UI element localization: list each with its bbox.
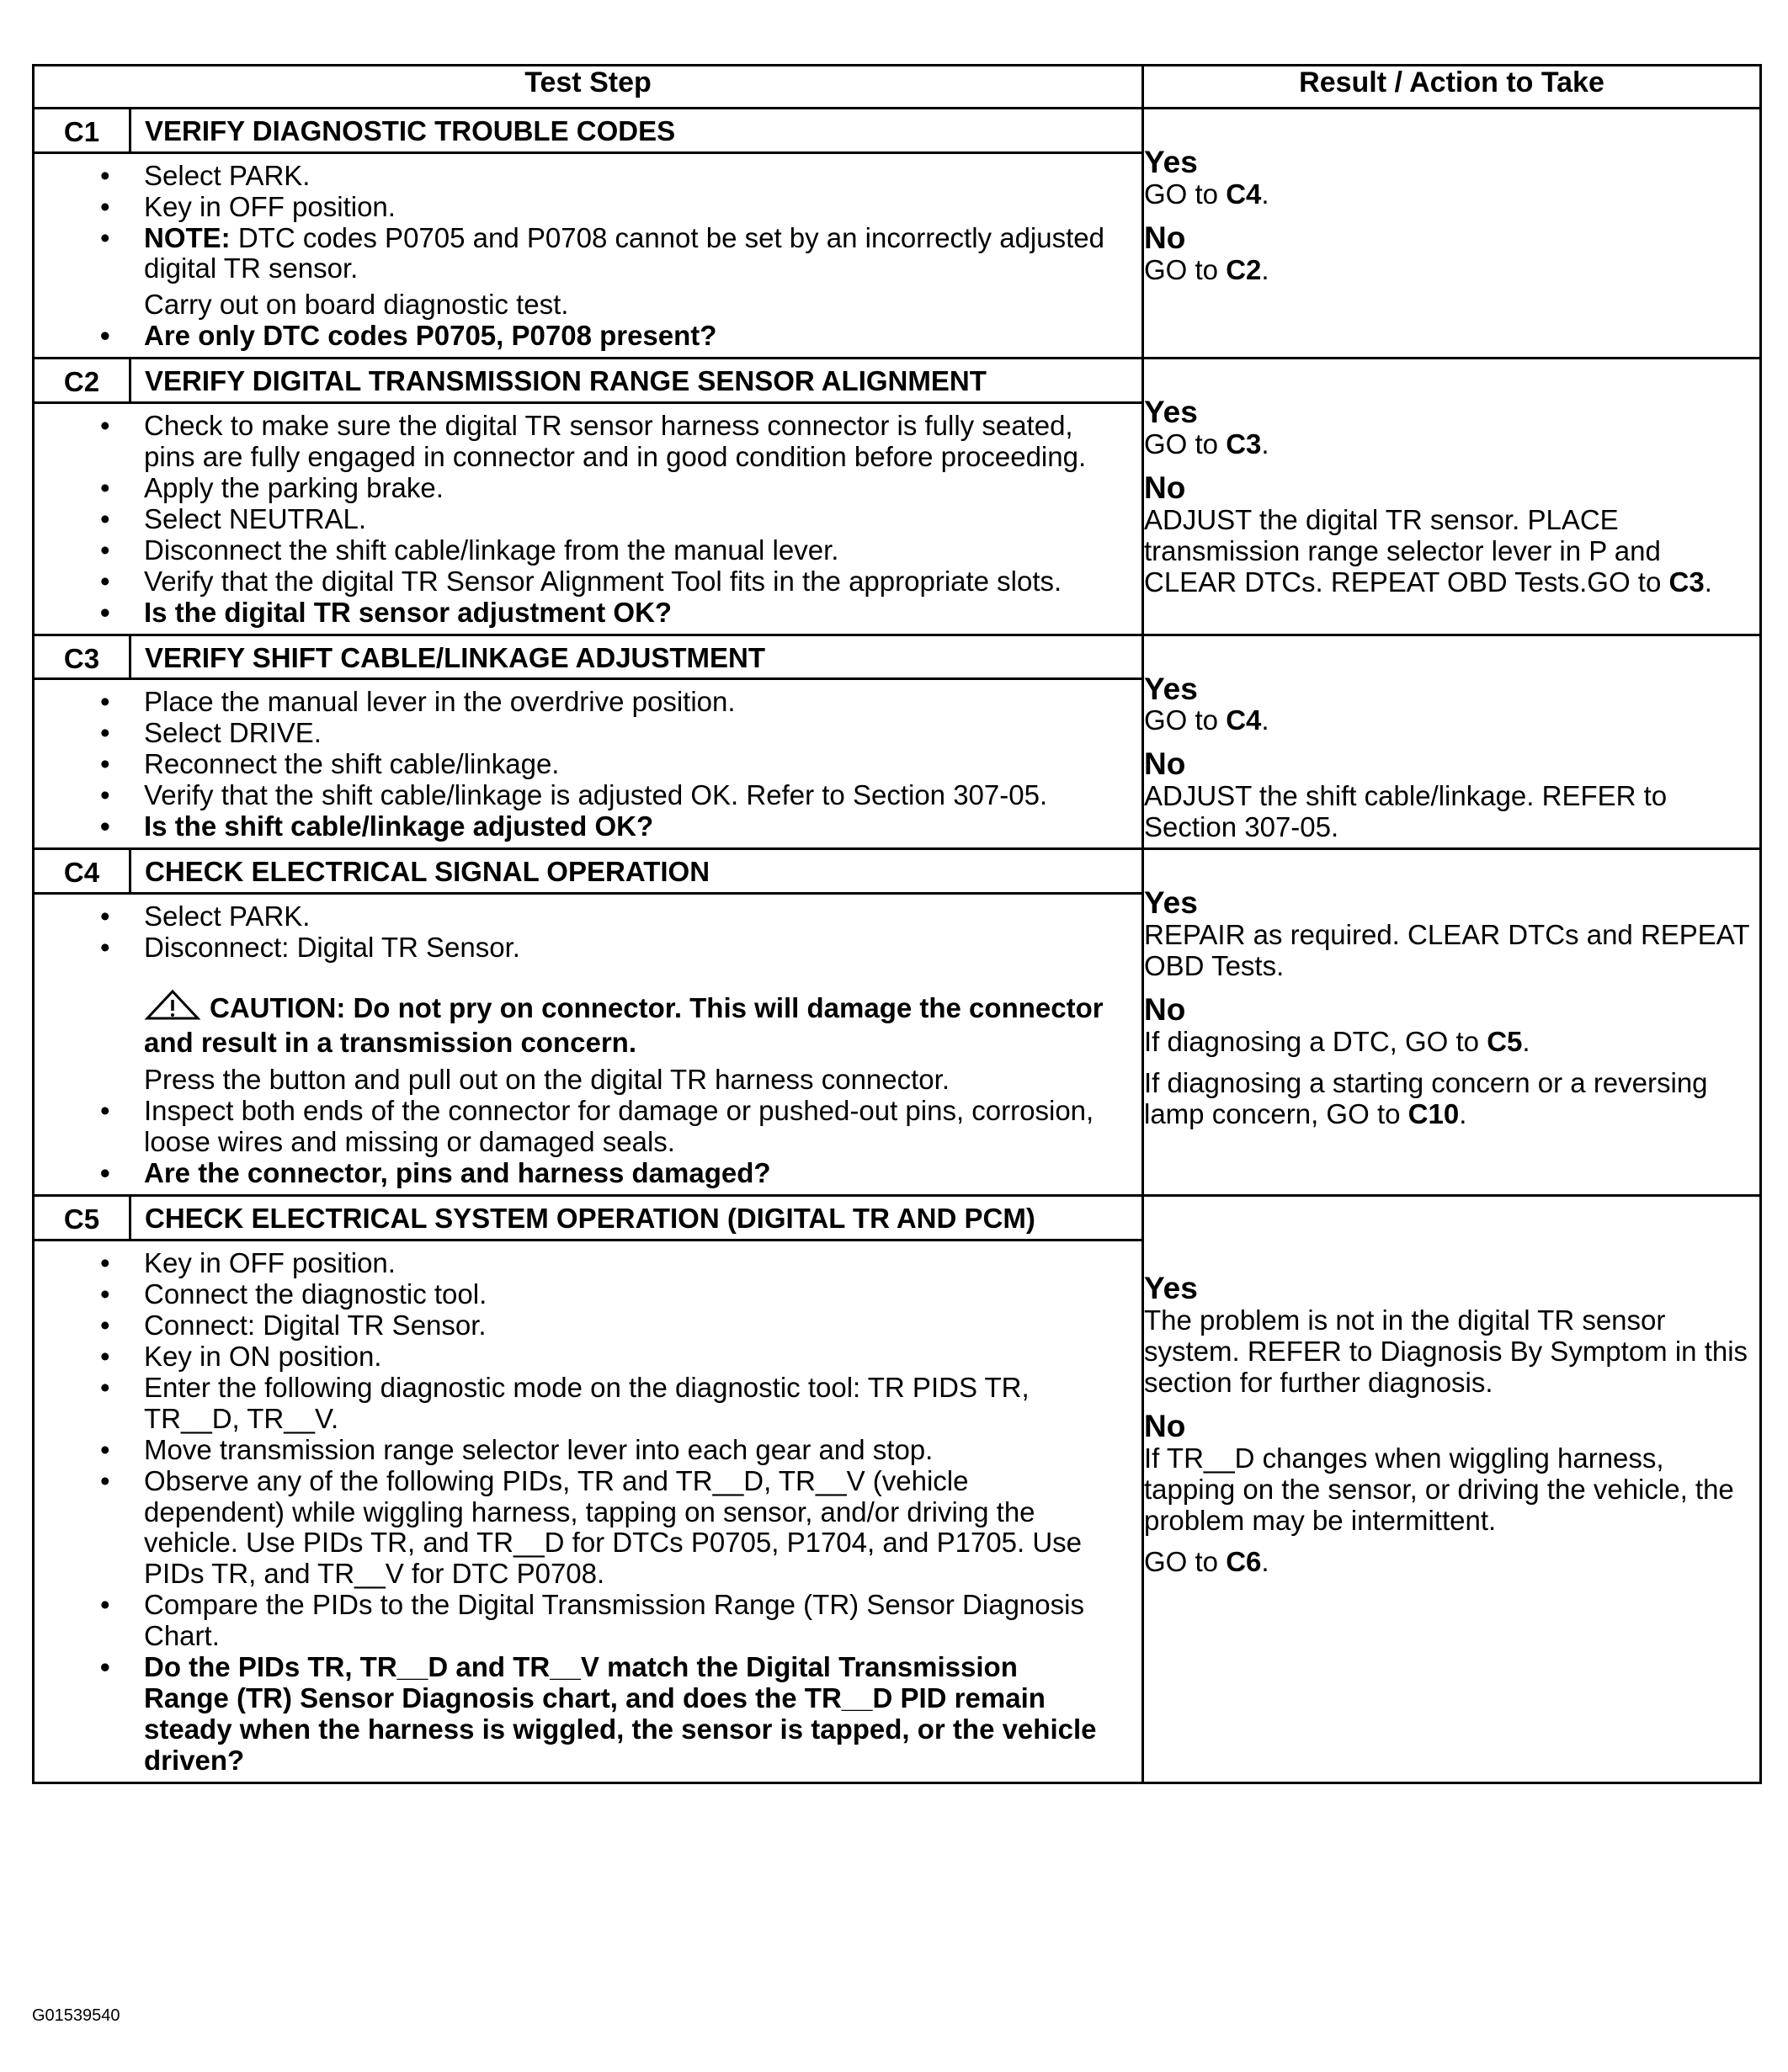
step-row-c1 [34,109,1761,359]
step-ref: C4 [1226,178,1262,210]
list-item: • Connect the diagnostic tool. [144,1279,1108,1310]
yes-action: REPAIR as required. CLEAR DTCs and REPEAT OBD Tests. [1144,918,1749,981]
figure-id: G01539540 [32,2006,120,2025]
step-ref: C2 [1226,253,1262,285]
step-title: CHECK ELECTRICAL SIGNAL OPERATION [145,856,710,888]
result-cell [1143,359,1761,635]
list-item: • Select PARK. [144,901,1108,932]
no-action: ADJUST the digital TR sensor. PLACE transmission range selector lever in P and CLEAR DTCs. REPEAT OBD Tests.GO to C3. [1144,503,1712,598]
step-ref: C4 [1226,704,1262,736]
question-item: • Are only DTC codes P0705, P0708 present? [144,321,1108,352]
list-item: • Apply the parking brake. [144,473,1108,504]
header-test-step: Test Step [34,66,1143,109]
list-item: • Disconnect: Digital TR Sensor. [144,932,1108,964]
warning-triangle-icon [144,989,201,1028]
list-item: • Enter the following diagnostic mode on the diagnostic tool: TR PIDS TR, TR__D, TR__V. [144,1373,1108,1435]
list-item: • Check to make sure the digital TR sensor harness connector is fully seated, pins are fully engaged in connector and in good condition before proceeding. [144,411,1108,473]
result-cell [1143,635,1761,848]
step-cell [34,1196,1143,1783]
step-title-row [35,850,1141,895]
diagnostic-table [32,64,1762,1784]
result-cell [1143,1196,1761,1783]
list-item: • Key in OFF position. [144,1248,1108,1279]
step-id: C4 [35,850,131,892]
result-cell [1143,109,1761,359]
step-id: C3 [35,636,131,678]
step-row-c2 [34,359,1761,635]
no-action: GO to C2. [1144,253,1269,285]
table-header-row [34,66,1761,109]
note-label: NOTE: [144,221,231,253]
no-action-alt: If diagnosing a starting concern or a reversing lamp concern, GO to C10. [1144,1066,1708,1129]
step-body [35,680,1141,847]
step-row-c5 [34,1196,1761,1783]
yes-label: Yes [1144,395,1198,430]
result-cell [1143,849,1761,1196]
step-title: VERIFY DIAGNOSTIC TROUBLE CODES [145,115,676,146]
step-id: C5 [35,1197,131,1239]
caution-text: CAUTION: Do not pry on connector. This will damage the connector and result in a transmission concern. [144,991,1104,1058]
list-item: • Verify that the shift cable/linkage is adjusted OK. Refer to Section 307-05. [144,780,1108,811]
instruction-text: Press the button and pull out on the digital TR harness connector. [144,1064,950,1096]
step-title-row [35,359,1141,404]
step-body [35,154,1141,358]
question-item: • Is the digital TR sensor adjustment OK? [144,598,1108,629]
yes-label: Yes [1144,145,1198,179]
no-action: If TR__D changes when wiggling harness, tapping on the sensor, or driving the vehicle, the problem may be intermittent. [1144,1442,1734,1536]
question-item: • Do the PIDs TR, TR__D and TR__V match the Digital Transmission Range (TR) Sensor Diagnosis chart, and does the TR__D PID remain steady when the harness is wiggled, the sensor is tapped, or the vehicle driven? [144,1652,1108,1777]
step-title: VERIFY SHIFT CABLE/LINKAGE ADJUSTMENT [145,641,766,673]
list-item: • Disconnect the shift cable/linkage from the manual lever. [144,535,1108,566]
list-item: Carry out on board diagnostic test. [144,289,569,321]
yes-label: Yes [1144,671,1198,706]
question-item: • Is the shift cable/linkage adjusted OK? [144,811,1108,842]
step-cell [34,635,1143,848]
diagnostic-table-page [32,64,1759,1784]
no-label: No [1144,1408,1186,1443]
no-label: No [1144,746,1186,782]
no-label: No [1144,991,1186,1027]
list-item: • Inspect both ends of the connector for damage or pushed-out pins, corrosion, loose wires and missing or damaged seals. [144,1096,1108,1158]
step-title-row [35,109,1141,154]
step-row-c3 [34,635,1761,848]
yes-action: The problem is not in the digital TR sensor system. REFER to Diagnosis By Symptom in this section for further diagnosis. [1144,1304,1748,1399]
list-item: • Reconnect the shift cable/linkage. [144,749,1108,780]
list-item: • Key in OFF position. [144,192,1108,223]
step-title: CHECK ELECTRICAL SYSTEM OPERATION (DIGITAL TR AND PCM) [145,1203,1035,1235]
step-ref: C6 [1226,1545,1262,1577]
step-ref: C5 [1487,1025,1523,1057]
header-result: Result / Action to Take [1143,66,1761,109]
no-label: No [1144,470,1186,506]
step-id: C2 [35,359,131,401]
no-action: ADJUST the shift cable/linkage. REFER to Section 307-05. [1144,780,1668,843]
step-title-row [35,636,1141,681]
list-item: • Select NEUTRAL. [144,504,1108,535]
list-item: • Connect: Digital TR Sensor. [144,1310,1108,1341]
step-cell [34,849,1143,1196]
step-body [35,404,1141,634]
yes-label: Yes [1144,885,1198,921]
step-cell [34,109,1143,359]
yes-action: GO to C4. [1144,704,1269,736]
no-label: No [1144,220,1186,255]
list-item [144,223,1108,285]
step-title: VERIFY DIGITAL TRANSMISSION RANGE SENSOR ALIGNMENT [145,365,987,397]
yes-action: GO to C4. [1144,178,1269,210]
step-id: C1 [35,109,131,151]
step-body [35,895,1141,1195]
step-title-row [35,1197,1141,1241]
step-ref: C10 [1408,1097,1460,1129]
note-text: DTC codes P0705 and P0708 cannot be set by an incorrectly adjusted digital TR sensor. [144,221,1104,284]
list-item: • Select DRIVE. [144,718,1108,749]
question-item: • Are the connector, pins and harness damaged? [144,1158,1108,1189]
no-action: If diagnosing a DTC, GO to C5. [1144,1025,1530,1057]
list-item: • Place the manual lever in the overdrive position. [144,687,1108,718]
caution-note [144,989,1108,1059]
no-action-alt: GO to C6. [1144,1545,1269,1577]
step-ref: C3 [1668,566,1705,598]
list-item: • Verify that the digital TR Sensor Alignment Tool fits in the appropriate slots. [144,566,1108,598]
list-item: • Compare the PIDs to the Digital Transmission Range (TR) Sensor Diagnosis Chart. [144,1590,1108,1652]
yes-label: Yes [1144,1271,1198,1306]
list-item: • Move transmission range selector lever into each gear and stop. [144,1435,1108,1466]
step-body [35,1241,1141,1782]
step-ref: C3 [1226,428,1262,460]
list-item: • Observe any of the following PIDs, TR and TR__D, TR__V (vehicle dependent) while wiggling harness, tapping on sensor, and/or driving the vehicle. Use PIDs TR, and TR__D for DTCs P0705, P1704, and P1705. Use PIDs TR, and TR__V for DTC P0708. [144,1466,1108,1591]
step-cell [34,359,1143,635]
list-item: • Key in ON position. [144,1341,1108,1373]
yes-action: GO to C3. [1144,428,1269,460]
step-row-c4 [34,849,1761,1196]
list-item: • Select PARK. [144,161,1108,192]
